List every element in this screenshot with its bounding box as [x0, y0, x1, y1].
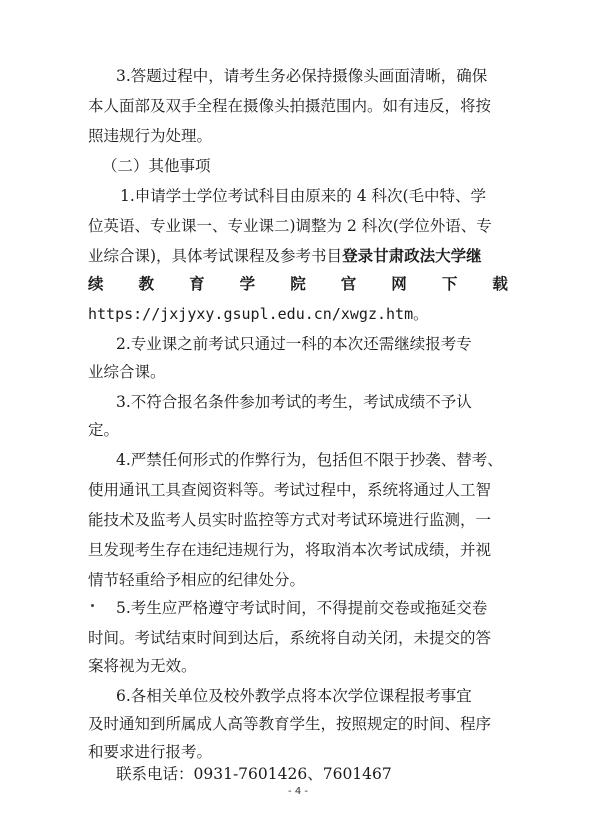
spaced-char: 学 [239, 274, 256, 293]
paragraph-line: 使用通讯工具查阅资料等。考试过程中，系统将通过人工智 [88, 481, 492, 499]
paragraph-line: 本人面部及双手全程在摄像头拍摄范围内。如有违反，将按 [88, 97, 492, 115]
paragraph-line: 位英语、专业课一、专业课二)调整为 2 科次(学位外语、专 [88, 217, 492, 235]
paragraph-line: 3.答题过程中，请考生务必保持摄像头画面清晰，确保 [116, 67, 488, 85]
paragraph-line: 业综合课。 [88, 363, 166, 381]
spaced-char: 载 [492, 274, 508, 293]
paragraph-text: 业综合课)，具体考试课程及参考书目 [88, 247, 343, 265]
page-number: - 4 - [288, 786, 308, 797]
paragraph-line: 和要求进行报考。 [88, 743, 213, 761]
section-title: （二）其他事项 [102, 157, 211, 175]
paragraph-line: 情节轻重给予相应的纪律处分。 [88, 571, 306, 589]
paragraph-line: 5.考生应严格遵守考试时间，不得提前交卷或拖延交卷 [116, 599, 488, 617]
paragraph-line: 及时通知到所属成人高等教育学生，按照规定的时间、程序 [88, 715, 492, 733]
spaced-char: 官 [340, 274, 357, 293]
spaced-char: 网 [391, 274, 407, 293]
paragraph-line [88, 246, 482, 266]
paragraph-line: 旦发现考生存在违纪违规行为，将取消本次考试成绩，并视 [88, 541, 492, 559]
paragraph-line: 2.专业课之前考试只通过一科的本次还需继续报考专 [116, 335, 472, 353]
website-instruction: 登录甘肃政法大学继 [342, 246, 482, 265]
spaced-char: 育 [189, 274, 205, 293]
website-url: https://jxjyxy.gsupl.edu.cn/xwgz.htm。 [88, 305, 429, 323]
scan-speck [91, 604, 94, 607]
paragraph-line: 定。 [88, 421, 120, 439]
paragraph-line: 案将视为无效。 [88, 657, 197, 675]
website-name-spaced [88, 274, 508, 294]
spaced-char: 下 [441, 274, 458, 293]
contact-phone: 联系电话：0931-7601426、7601467 [116, 765, 392, 783]
paragraph-line: 1.申请学士学位考试科目由原来的 4 科次(毛中特、学 [120, 187, 487, 205]
paragraph-line: 4.严禁任何形式的作弊行为，包括但不限于抄袭、替考、 [116, 451, 503, 469]
paragraph-line: 照违规行为处理。 [88, 127, 213, 145]
spaced-char: 续 [88, 274, 104, 293]
spaced-char: 教 [138, 274, 155, 293]
paragraph-line: 6.各相关单位及校外教学点将本次学位课程报考事宜 [116, 687, 472, 705]
paragraph-line: 时间。考试结束时间到达后，系统将自动关闭，未提交的答 [88, 629, 492, 647]
spaced-char: 院 [290, 274, 306, 293]
paragraph-line: 3.不符合报名条件参加考试的考生，考试成绩不予认 [116, 393, 472, 411]
paragraph-line: 能技术及监考人员实时监控等方式对考试环境进行监测，一 [88, 511, 492, 529]
